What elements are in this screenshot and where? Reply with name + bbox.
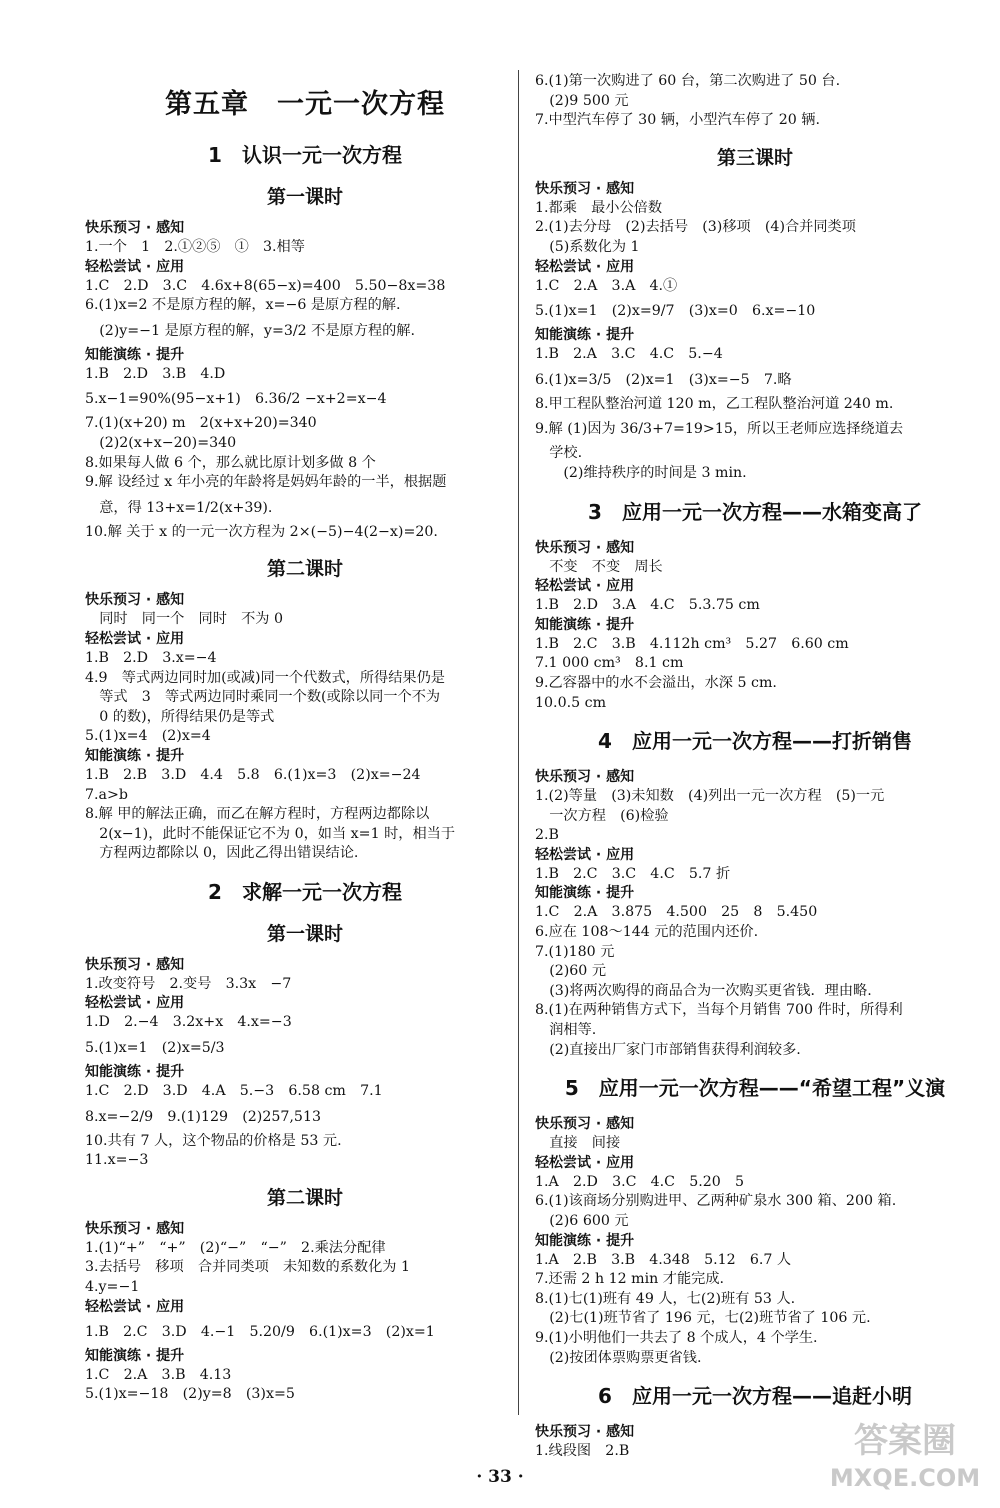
answer-line: 9.解 (1)因为 36/3+7=19>15，所以王老师应选择绕道去 <box>535 421 904 438</box>
answer-line: 1.C 2.A 3.875 4.500 25 8 5.450 <box>535 904 818 921</box>
answer-line: 1.B 2.C 3.B 4.112h cm³ 5.27 6.60 cm <box>535 635 849 652</box>
section-heading: 2 求解一元一次方程 <box>208 879 402 904</box>
answer-line: 直接 间接 <box>535 1135 621 1152</box>
answer-line: 7.a>b <box>85 786 128 803</box>
answer-line: 6.(1)x=3/5 (2)x=1 (3)x=−5 7.略 <box>535 371 792 388</box>
answer-line: 1.C 2.D 3.C 4.6x+8(65−x)=400 5.50−8x=38 <box>85 277 446 294</box>
answer-line: 5.(1)x=−18 (2)y=8 (3)x=5 <box>85 1386 295 1403</box>
answer-line: 1.B 2.A 3.C 4.C 5.−4 <box>535 346 723 363</box>
subsection-label: 快乐预习 · 感知 <box>85 956 185 973</box>
answer-line: 1.(1)“+” “+” (2)“−” “−” 2.乘法分配律 <box>85 1239 386 1256</box>
answer-line: 1.都乘 最小公倍数 <box>535 199 663 216</box>
subsection-label: 知能演练 · 提升 <box>535 1232 635 1249</box>
answer-line: 10.解 关于 x 的一元一次方程为 2×(−5)−4(2−x)=20. <box>85 523 438 540</box>
answer-line: (5)系数化为 1 <box>535 238 640 255</box>
answer-line: (2)y=−1 是原方程的解，y=3/2 不是原方程的解. <box>85 322 415 339</box>
answer-line: 1.D 2.−4 3.2x+x 4.x=−3 <box>85 1014 292 1031</box>
answer-line: 不变 不变 周长 <box>535 558 663 575</box>
answer-line: (2)按团体票购票更省钱. <box>535 1349 702 1366</box>
left-column <box>85 70 525 1405</box>
answer-line: 9.乙容器中的水不会溢出，水深 5 cm. <box>535 674 777 691</box>
lesson-heading: 第三课时 <box>716 146 793 169</box>
section-heading: 5 应用一元一次方程——“希望工程”义演 <box>564 1076 946 1101</box>
answer-line: 4.9 等式两边同时加(或减)同一个代数式，所得结果仍是 <box>85 669 445 686</box>
answer-line: 1.A 2.D 3.C 4.C 5.20 5 <box>535 1173 745 1190</box>
subsection-label: 轻松尝试 · 应用 <box>535 258 635 275</box>
right-column-body <box>535 72 975 1462</box>
answer-line: 1.A 2.B 3.B 4.348 5.12 6.7 人 <box>535 1251 792 1268</box>
answer-line: (2)2(x+x−20)=340 <box>85 434 237 451</box>
watermark-top: 答案圈 <box>854 1421 956 1461</box>
answer-line: 1.B 2.D 3.A 4.C 5.3.75 cm <box>535 597 760 614</box>
answer-line: 1.B 2.B 3.D 4.4 5.8 6.(1)x=3 (2)x=−24 <box>85 766 421 783</box>
answer-line: 9.(1)小明他们一共去了 8 个成人，4 个学生. <box>535 1329 818 1346</box>
answer-line: 润相等. <box>535 1022 597 1039</box>
subsection-label: 轻松尝试 · 应用 <box>85 1298 185 1315</box>
answer-line: 1.C 2.D 3.D 4.A 5.−3 6.58 cm 7.1 <box>85 1083 383 1100</box>
answer-line: 8.(1)在两种销售方式下，当每个月销售 700 件时，所得利 <box>535 1002 903 1019</box>
answer-line: 学校. <box>535 445 583 462</box>
subsection-label: 轻松尝试 · 应用 <box>85 995 185 1012</box>
answer-line: 5.(1)x=4 (2)x=4 <box>85 728 211 745</box>
watermark-bottom: MXQE.COM <box>830 1464 980 1492</box>
answer-line: 2.B <box>535 827 559 844</box>
answer-line: 1.C 2.A 3.A 4.① <box>535 277 678 294</box>
answer-line: 6.(1)x=2 不是原方程的解，x=−6 是原方程的解. <box>85 297 401 314</box>
right-column <box>535 72 975 1462</box>
subsection-label: 快乐预习 · 感知 <box>85 592 185 609</box>
subsection-label: 知能演练 · 提升 <box>85 1064 185 1081</box>
answer-line: 7.中型汽车停了 30 辆，小型汽车停了 20 辆. <box>535 112 821 129</box>
answer-line: 1.B 2.D 3.B 4.D <box>85 365 226 382</box>
answer-line: (3)将两次购得的商品合为一次购买更省钱．理由略. <box>535 982 872 999</box>
section-heading: 1 认识一元一次方程 <box>208 143 402 167</box>
answer-line: 5.(1)x=1 (2)x=5/3 <box>85 1040 225 1057</box>
answer-line: 1.B 2.C 3.D 4.−1 5.20/9 6.(1)x=3 (2)x=1 <box>85 1323 435 1340</box>
subsection-label: 快乐预习 · 感知 <box>535 1424 635 1441</box>
subsection-label: 知能演练 · 提升 <box>535 327 635 344</box>
subsection-label: 轻松尝试 · 应用 <box>535 1154 635 1171</box>
subsection-label: 知能演练 · 提升 <box>85 1347 185 1364</box>
subsection-label: 轻松尝试 · 应用 <box>85 258 185 275</box>
answer-line: 7.(1)(x+20) m 2(x+x+20)=340 <box>85 415 317 432</box>
answer-line: (2)维持秩序的时间是 3 min. <box>535 464 747 481</box>
section-heading: 4 应用一元一次方程——打折销售 <box>598 729 912 754</box>
answer-line: 8.如果每人做 6 个，那么就比原计划多做 8 个 <box>85 454 376 471</box>
answer-line: 1.一个 1 2.①②⑤ ① 3.相等 <box>85 239 305 255</box>
section-heading: 6 应用一元一次方程——追赶小明 <box>598 1384 912 1409</box>
answer-line: 8.解 甲的解法正确，而乙在解方程时，方程两边都除以 <box>85 806 430 823</box>
answer-line: 8.甲工程队整治河道 120 m，乙工程队整治河道 240 m. <box>535 395 894 412</box>
answer-line: (2)60 元 <box>535 963 607 980</box>
answer-line: 一次方程 (6)检验 <box>535 807 669 824</box>
subsection-label: 轻松尝试 · 应用 <box>535 578 635 595</box>
answer-line: 7.1 000 cm³ 8.1 cm <box>535 655 684 672</box>
answer-line: 8.(1)七(1)班有 49 人，七(2)班有 53 人. <box>535 1290 796 1307</box>
subsection-label: 知能演练 · 提升 <box>85 346 185 363</box>
answer-line: 6.(1)该商场分别购进甲、乙两种矿泉水 300 箱、200 箱. <box>535 1193 897 1210</box>
answer-line: (2)直接出厂家门市部销售获得利润较多. <box>535 1041 801 1058</box>
subsection-label: 快乐预习 · 感知 <box>535 539 635 556</box>
answer-line: 1.(2)等量 (3)未知数 (4)列出一元一次方程 (5)一元 <box>535 788 885 805</box>
subsection-label: 知能演练 · 提升 <box>85 747 185 764</box>
subsection-label: 快乐预习 · 感知 <box>535 180 635 197</box>
answer-line: 6.(1)第一次购进了 60 台，第二次购进了 50 台. <box>535 73 841 89</box>
answer-line: 等式 3 等式两边同时乘同一个数(或除以同一个不为 <box>85 689 441 706</box>
lesson-heading: 第一课时 <box>266 922 343 945</box>
answer-line: 2.(1)去分母 (2)去括号 (3)移项 (4)合并同类项 <box>535 219 856 236</box>
answer-line: 1.B 2.D 3.x=−4 <box>85 649 217 666</box>
subsection-label: 知能演练 · 提升 <box>535 616 635 633</box>
column-divider <box>518 70 519 1415</box>
answer-line: 8.x=−2/9 9.(1)129 (2)257,513 <box>85 1108 321 1125</box>
answer-line: 7.还需 2 h 12 min 才能完成. <box>535 1271 725 1288</box>
answer-line: 方程两边都除以 0，因此乙得出错误结论. <box>85 845 359 862</box>
answer-line: (2)9 500 元 <box>535 92 629 109</box>
section-heading: 3 应用一元一次方程——水箱变高了 <box>588 499 922 524</box>
answer-line: 9.解 设经过 x 年小亮的年龄将是妈妈年龄的一半，根据题 <box>85 474 447 491</box>
lesson-heading: 第二课时 <box>266 558 343 581</box>
watermark-logo <box>830 1410 980 1495</box>
subsection-label: 快乐预习 · 感知 <box>85 220 185 236</box>
subsection-label: 知能演练 · 提升 <box>535 885 635 902</box>
left-column-body <box>85 139 525 1405</box>
answer-line: (2)6 600 元 <box>535 1213 629 1229</box>
answer-line: 1.C 2.A 3.B 4.13 <box>85 1366 232 1383</box>
page-number: · 33 · <box>476 1467 524 1487</box>
answer-line: 1.线段图 2.B <box>535 1443 630 1460</box>
subsection-label: 轻松尝试 · 应用 <box>535 846 635 863</box>
answer-line: 11.x=−3 <box>85 1152 149 1169</box>
lesson-heading: 第二课时 <box>266 1186 343 1209</box>
answer-line: 2(x−1)，此时不能保证它不为 0，如当 x=1 时，相当于 <box>85 825 456 842</box>
subsection-label: 快乐预习 · 感知 <box>535 769 635 786</box>
subsection-label: 快乐预习 · 感知 <box>85 1220 185 1237</box>
subsection-label: 快乐预习 · 感知 <box>535 1116 635 1133</box>
answer-line: 意，得 13+x=1/2(x+39). <box>85 499 273 516</box>
answer-line: 5.(1)x=1 (2)x=9/7 (3)x=0 6.x=−10 <box>535 303 816 320</box>
answer-line: 同时 同一个 同时 不为 0 <box>85 611 283 628</box>
answer-line: 3.去括号 移项 合并同类项 未知数的系数化为 1 <box>85 1259 411 1276</box>
answer-line: 0 的数)，所得结果仍是等式 <box>85 708 275 725</box>
answer-line: 1.改变符号 2.变号 3.3x −7 <box>85 975 292 992</box>
lesson-heading: 第一课时 <box>266 186 343 208</box>
answer-line: 4.y=−1 <box>85 1279 140 1296</box>
answer-line: 1.B 2.C 3.C 4.C 5.7 折 <box>535 865 731 882</box>
answer-line: (2)七(1)班节省了 196 元，七(2)班节省了 106 元. <box>535 1310 871 1327</box>
answer-line: 6.应在 108～144 元的范围内还价. <box>535 924 759 941</box>
answer-line: 5.x−1=90%(95−x+1) 6.36/2 −x+2=x−4 <box>85 391 387 408</box>
answer-line: 10.0.5 cm <box>535 694 607 711</box>
chapter-title: 第五章 一元一次方程 <box>165 89 445 120</box>
answer-line: 7.(1)180 元 <box>535 943 615 960</box>
answer-line: 10.共有 7 人，这个物品的价格是 53 元. <box>85 1132 342 1149</box>
subsection-label: 轻松尝试 · 应用 <box>85 630 185 647</box>
